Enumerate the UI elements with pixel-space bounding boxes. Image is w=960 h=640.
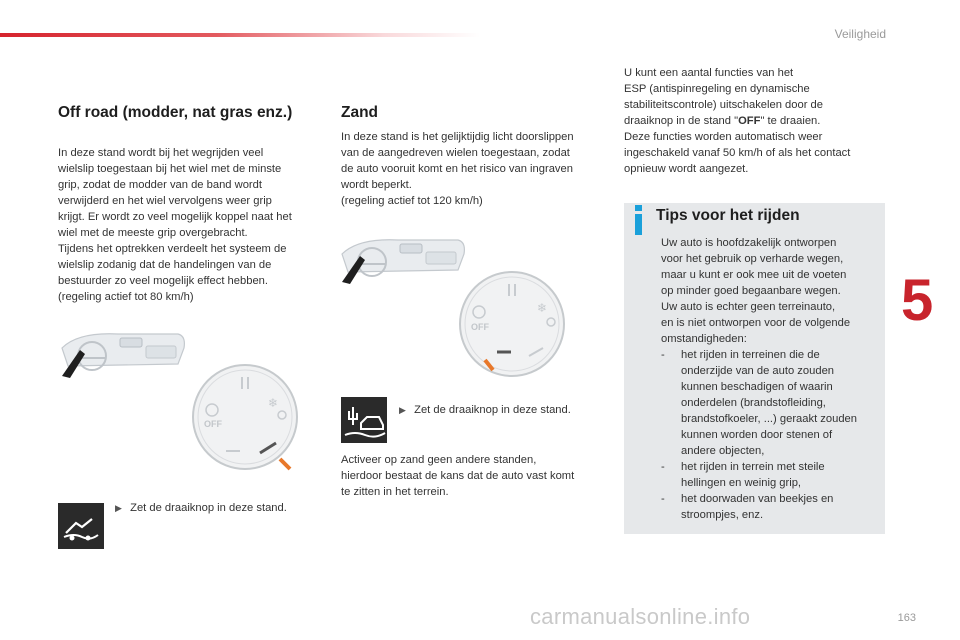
- tips-line: voor het gebruik op verharde wegen,: [661, 253, 844, 265]
- sand-title: Zand: [341, 104, 379, 121]
- top-accent-bar: [0, 33, 480, 37]
- watermark: carmanualsonline.info: [530, 604, 751, 629]
- offroad-instruction: [115, 502, 287, 514]
- sand-line: In deze stand is het gelijktijdig licht doorslippen: [341, 131, 574, 143]
- esp-line: ingeschakeld vanaf 50 km/h of als het contact: [624, 147, 851, 159]
- list-item: [661, 491, 881, 523]
- sand-warning-line: te zitten in het terrein.: [341, 486, 449, 498]
- sand-mode-icon: [341, 397, 387, 443]
- tips-line: omstandigheden:: [661, 333, 747, 345]
- offroad-line: In deze stand wordt bij het wegrijden veel: [58, 147, 264, 159]
- sand-line: (regeling actief tot 120 km/h): [341, 195, 483, 207]
- list-item: [661, 459, 881, 491]
- sand-warning: [341, 452, 606, 500]
- sand-body: [341, 129, 606, 209]
- mode-dial-sand: [457, 264, 567, 384]
- info-icon: [630, 205, 648, 235]
- chapter-number: 5: [901, 268, 934, 333]
- mode-dial-offroad: [190, 357, 300, 477]
- offroad-line: (regeling actief tot 80 km/h): [58, 291, 194, 303]
- offroad-title: Off road (modder, nat gras enz.): [58, 104, 293, 121]
- tips-box: [624, 203, 885, 534]
- offroad-line: wielslip toegestaan bij het wiel met de minste: [58, 163, 282, 175]
- dashboard-illustration: [58, 318, 188, 380]
- tips-list: [661, 347, 881, 523]
- sand-line: de auto vooruit komt en het risico van ingraven: [341, 163, 573, 175]
- esp-line: stabiliteitscontrole) uitschakelen door de: [624, 99, 823, 111]
- dial-off-label: OFF: [204, 419, 222, 429]
- sand-line: wordt beperkt.: [341, 179, 412, 191]
- offroad-mode-icon: [58, 503, 104, 549]
- tips-bullet-line: andere objecten,: [681, 445, 765, 457]
- bullet: -: [661, 493, 665, 505]
- tips-line: Uw auto is hoofdzakelijk ontworpen: [661, 237, 837, 249]
- bullet: -: [661, 349, 665, 361]
- section-label: Veiligheid: [834, 27, 886, 41]
- tips-line: Uw auto is echter geen terreinauto,: [661, 301, 836, 313]
- list-item: [661, 347, 881, 459]
- arrow-icon: ▶: [399, 405, 406, 415]
- tips-bullet-line: kunnen beschadigen of waarin: [681, 381, 833, 393]
- offroad-line: krijgt. Er wordt zo veel mogelijk koppel naat het: [58, 211, 292, 223]
- tips-title: Tips voor het rijden: [656, 207, 800, 224]
- tips-body: [661, 235, 881, 523]
- svg-text:❄: ❄: [537, 301, 548, 315]
- tips-bullet-line: het rijden in terreinen die de: [681, 349, 820, 361]
- tips-line: maar u kunt er ook mee uit de voeten: [661, 269, 847, 281]
- offroad-line: bestuurder zo veel mogelijk effect hebben.: [58, 275, 269, 287]
- esp-line: [624, 113, 894, 129]
- esp-line: ESP (antispinregeling en dynamische: [624, 83, 810, 95]
- sand-warning-line: Activeer op zand geen andere standen,: [341, 454, 537, 466]
- esp-line-pre: draaiknop in de stand ": [624, 115, 739, 127]
- arrow-icon: ▶: [115, 503, 122, 513]
- offroad-instruction-text: Zet de draaiknop in deze stand.: [130, 502, 287, 514]
- esp-line: Deze functies worden automatisch weer: [624, 131, 823, 143]
- dashboard-illustration-sand: [338, 224, 468, 286]
- sand-warning-line: hierdoor bestaat de kans dat de auto vast komt: [341, 470, 575, 482]
- esp-line: opnieuw wordt aangezet.: [624, 163, 749, 175]
- bullet: -: [661, 461, 665, 473]
- tips-bullet-line: kunnen worden door stenen of: [681, 429, 833, 441]
- sand-instruction-text: Zet de draaiknop in deze stand.: [414, 404, 571, 416]
- sand-instruction: [399, 404, 571, 416]
- tips-bullet-line: het rijden in terrein met steile: [681, 461, 825, 473]
- esp-off-label: OFF: [738, 115, 761, 127]
- esp-text: [624, 65, 894, 177]
- dial-off-label: OFF: [471, 322, 489, 332]
- offroad-line: grip, zodat de modder van de band wordt: [58, 179, 262, 191]
- svg-text:❄: ❄: [268, 396, 279, 410]
- page-number: 163: [897, 612, 916, 624]
- offroad-line: verwijderd en het wiel vervolgens weer grip: [58, 195, 272, 207]
- sand-line: van de aangedreven wielen toegestaan, zodat: [341, 147, 570, 159]
- tips-line: op minder goed begaanbare wegen.: [661, 285, 841, 297]
- tips-bullet-line: onderzijde van de auto zouden: [681, 365, 835, 377]
- tips-bullet-line: het doorwaden van beekjes en: [681, 493, 834, 505]
- offroad-line: wiel met de meeste grip overgebracht.: [58, 227, 248, 239]
- offroad-line: Tijdens het optrekken verdeelt het systeem de: [58, 243, 287, 255]
- tips-line: en is niet ontworpen voor de volgende: [661, 317, 851, 329]
- esp-line-post: " te draaien.: [760, 115, 821, 127]
- tips-bullet-line: onderdelen (brandstofleiding,: [681, 397, 826, 409]
- tips-bullet-line: brandstofkoeler, ...) geraakt zouden: [681, 413, 858, 425]
- tips-bullet-line: hellingen en weinig grip,: [681, 477, 802, 489]
- esp-line: U kunt een aantal functies van het: [624, 67, 794, 79]
- offroad-line: wielslip zodanig dat de handelingen van de: [58, 259, 272, 271]
- tips-bullet-line: stroompjes, enz.: [681, 509, 764, 521]
- offroad-body: [58, 145, 328, 305]
